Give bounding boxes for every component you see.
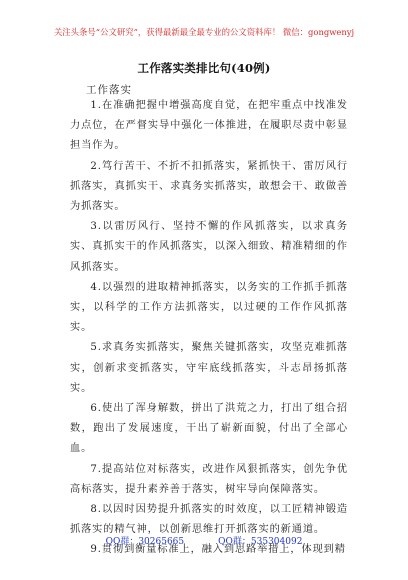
- header-banner: 关注头条号“公文研究”，获得最新最全最专业的公文资料库！ 微信：gongwenyj: [53, 27, 355, 37]
- section-heading: 工作落实: [86, 84, 132, 96]
- paragraph-item: 9.贯彻到衡量标准上，融入到思路举措上，体现到精: [90, 544, 346, 556]
- paragraph-item: 5.求真务实抓落实，聚焦关键抓落实，攻坚克难抓落实，创新求变抓落实，守牢底线抓落实，斗志昂扬抓落实。: [70, 342, 348, 394]
- paragraph-item: 8.以因时因势提升抓落实的时效度，以工匠精神锻造抓落实的精气神，以创新思维打开抓落实的新通道。: [70, 504, 348, 536]
- footer-qq-group-1: QQ群：30265665: [105, 537, 185, 547]
- document-body: [70, 96, 348, 561]
- footer-qq-group-2: QQ群：535304092: [218, 537, 303, 547]
- paragraph-item: 7.提高站位对标落实，改进作风狠抓落实，创先争优高标落实，提升素养善于落实，树牢导向保障落实。: [70, 463, 348, 495]
- paragraph-item: 1.在准确把握中增强高度自觉，在把牢重点中找准发力点位，在严督实导中强化一体推进，在履职尽责中彰显担当作为。: [70, 100, 348, 152]
- paragraph-item: 4.以强烈的进取精神抓落实，以务实的工作抓手抓落实，以科学的工作方法抓落实，以过硬的工作作风抓落实。: [70, 281, 348, 334]
- document-title: 工作落实类排比句(40例): [137, 61, 271, 75]
- paragraph-item: 3.以雷厉风行、坚持不懈的作风抓落实，以求真务实、真抓实干的作风抓落实，以深入细致、精准精细的作风抓落实。: [70, 221, 348, 273]
- paragraph-item: 2.笃行苦干、不折不扣抓落实，紧抓快干、雷厉风行抓落实，真抓实干、求真务实抓落实，敢想会干、敢做善为抓落实。: [70, 160, 348, 213]
- paragraph-item: 6.使出了浑身解数，拼出了洪荒之力，打出了组合招数，跑出了发展速度，干出了崭新面貌，付出了全部心血。: [70, 403, 348, 455]
- footer-contact: [0, 534, 408, 547]
